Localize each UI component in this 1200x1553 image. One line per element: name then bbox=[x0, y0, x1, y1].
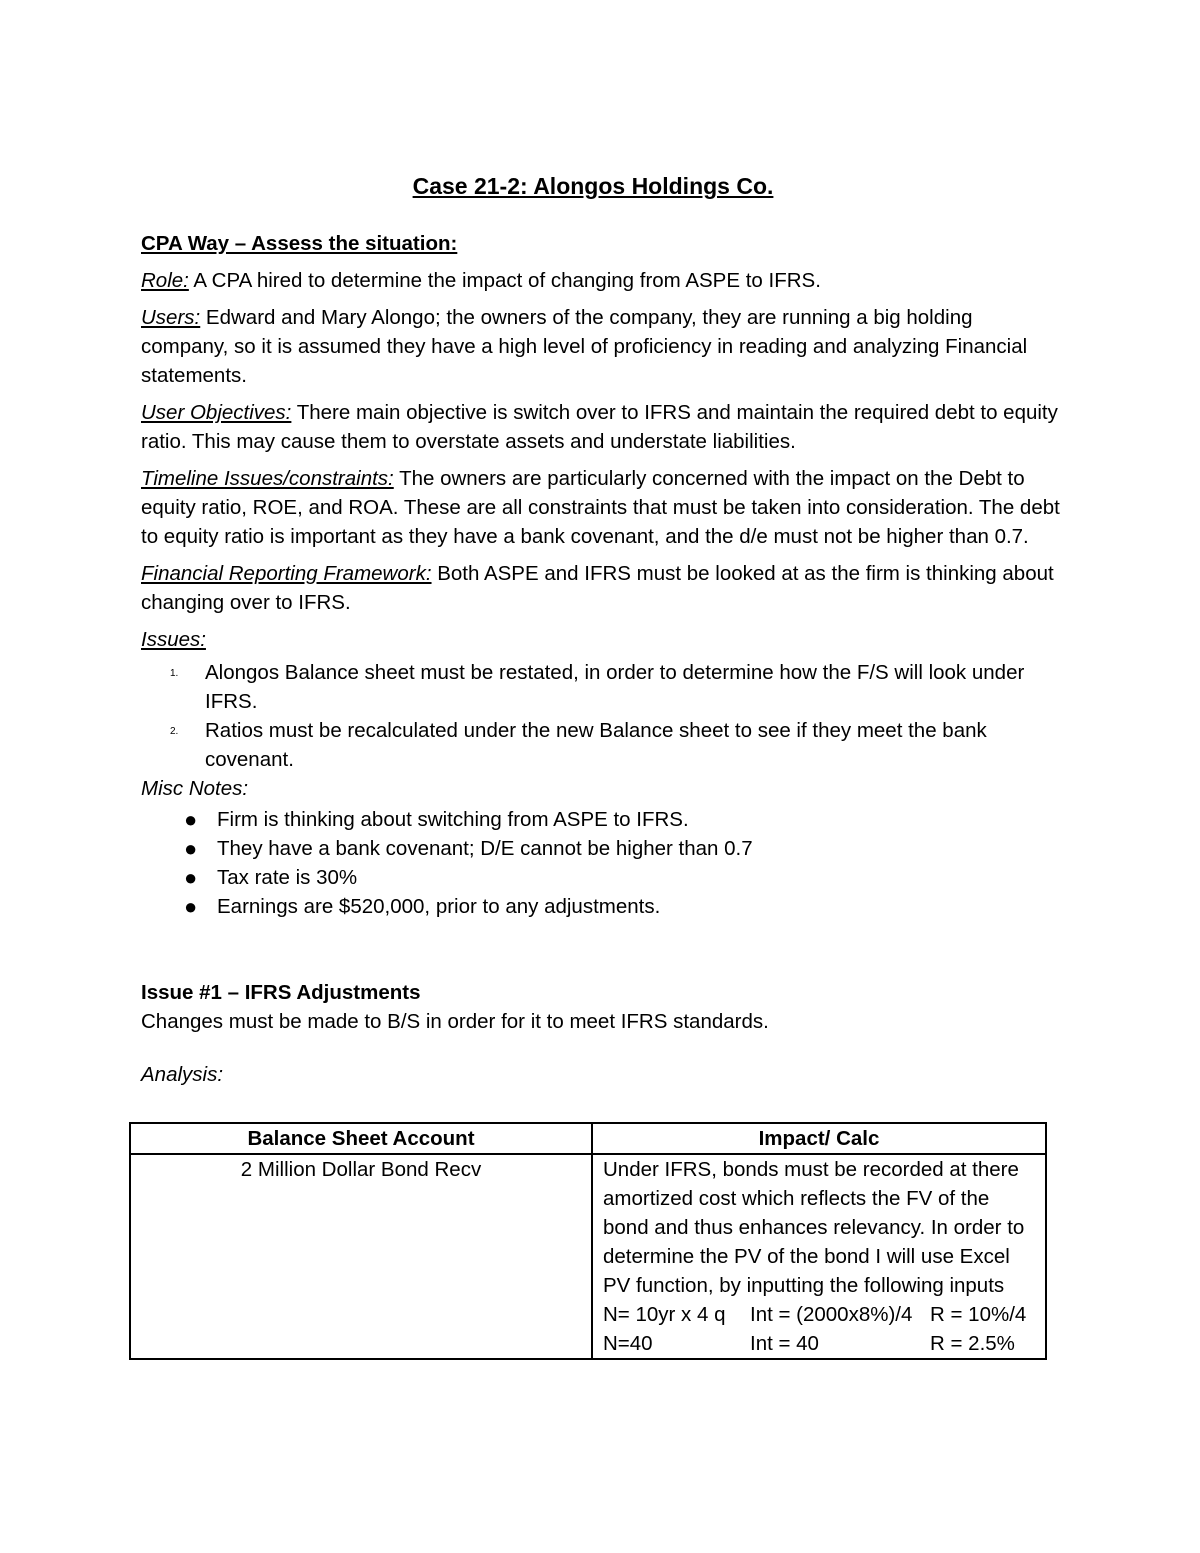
calc-int: Int = 40 bbox=[750, 1332, 819, 1355]
objectives-text: There main objective is switch over to IFRS and maintain the required debt to equity ratio. This may cause them to overstate assets and understate liabilities. bbox=[141, 401, 1058, 453]
calc-int: Int = (2000x8%)/4 bbox=[750, 1303, 913, 1326]
issue1-heading: Issue #1 – IFRS Adjustments bbox=[141, 981, 421, 1004]
timeline-text: The owners are particularly concerned with the impact on the Debt to equity ratio, ROE, and ROA. These are all constraints that must be taken into consideration. The debt to equity ratio is important as they have a bank covenant, and the d/e must not be higher than 0.7. bbox=[141, 467, 1060, 548]
bullet-icon: ● bbox=[184, 865, 198, 890]
balance-sheet-table bbox=[129, 1122, 1047, 1360]
users-paragraph bbox=[141, 303, 1061, 390]
misc-notes-section bbox=[141, 774, 1061, 921]
calc-row-2 bbox=[603, 1329, 1035, 1358]
table-header-row bbox=[130, 1123, 1046, 1154]
misc-note-text: They have a bank covenant; D/E cannot be higher than 0.7 bbox=[217, 837, 753, 860]
framework-text: Both ASPE and IFRS must be looked at as the firm is thinking about changing over to IFRS. bbox=[141, 562, 1054, 614]
document-title: Case 21-2: Alongos Holdings Co. bbox=[412, 173, 774, 199]
bullet-icon: ● bbox=[184, 807, 198, 832]
calc-n: N=40 bbox=[603, 1332, 653, 1355]
users-text: Edward and Mary Alongo; the owners of the company, they are running a big holding company, so it is assumed they have a high level of proficiency in reading and analyzing Financial statements. bbox=[141, 306, 1028, 387]
misc-notes-list bbox=[141, 805, 1061, 921]
framework-paragraph bbox=[141, 559, 1061, 617]
account-cell: 2 Million Dollar Bond Recv bbox=[130, 1154, 592, 1359]
cpa-way-heading: CPA Way – Assess the situation: bbox=[141, 232, 458, 255]
table-row bbox=[130, 1154, 1046, 1359]
misc-note-item bbox=[184, 805, 1061, 834]
column-header-impact: Impact/ Calc bbox=[592, 1123, 1046, 1154]
calc-r: R = 10%/4 bbox=[930, 1303, 1027, 1326]
issue-text: Alongos Balance sheet must be restated, in order to determine how the F/S will look under IFRS. bbox=[205, 661, 1025, 713]
misc-note-text: Firm is thinking about switching from ASPE to IFRS. bbox=[217, 808, 689, 831]
role-text: A CPA hired to determine the impact of changing from ASPE to IFRS. bbox=[188, 269, 821, 292]
impact-text: Under IFRS, bonds must be recorded at there amortized cost which reflects the FV of the bond and thus enhances relevancy. In order to determine the PV of the bond I will use Excel PV function, by inputting the following inputs bbox=[603, 1158, 1025, 1297]
misc-note-text: Earnings are $520,000, prior to any adjustments. bbox=[217, 895, 661, 918]
issue-number: 2. bbox=[170, 726, 179, 737]
misc-note-item bbox=[184, 863, 1061, 892]
objectives-label: User Objectives: bbox=[141, 401, 292, 424]
issue-number: 1. bbox=[170, 668, 179, 679]
users-label: Users: bbox=[141, 306, 201, 329]
misc-note-text: Tax rate is 30% bbox=[217, 866, 358, 889]
column-header-account: Balance Sheet Account bbox=[130, 1123, 592, 1154]
issue-text: Ratios must be recalculated under the new Balance sheet to see if they meet the bank covenant. bbox=[205, 719, 987, 771]
bullet-icon: ● bbox=[184, 836, 198, 861]
issue-item bbox=[170, 716, 1061, 774]
bullet-icon: ● bbox=[184, 894, 198, 919]
timeline-label: Timeline Issues/constraints: bbox=[141, 467, 394, 490]
misc-notes-label: Misc Notes: bbox=[141, 777, 249, 800]
calc-r: R = 2.5% bbox=[930, 1332, 1015, 1355]
calc-row-1 bbox=[603, 1300, 1035, 1329]
issue-item bbox=[170, 658, 1061, 716]
misc-note-item bbox=[184, 834, 1061, 863]
issues-list bbox=[141, 658, 1061, 774]
role-paragraph bbox=[141, 266, 1061, 295]
document-body bbox=[141, 172, 1061, 1089]
calc-n: N= 10yr x 4 q bbox=[603, 1303, 726, 1326]
issues-label: Issues: bbox=[141, 628, 206, 651]
objectives-paragraph bbox=[141, 398, 1061, 456]
impact-cell bbox=[592, 1154, 1046, 1359]
analysis-label: Analysis: bbox=[141, 1063, 224, 1086]
misc-note-item bbox=[184, 892, 1061, 921]
issues-section bbox=[141, 625, 1061, 774]
issue1-text: Changes must be made to B/S in order for it to meet IFRS standards. bbox=[141, 1010, 769, 1033]
framework-label: Financial Reporting Framework: bbox=[141, 562, 432, 585]
timeline-paragraph bbox=[141, 464, 1061, 551]
role-label: Role: bbox=[141, 269, 189, 292]
